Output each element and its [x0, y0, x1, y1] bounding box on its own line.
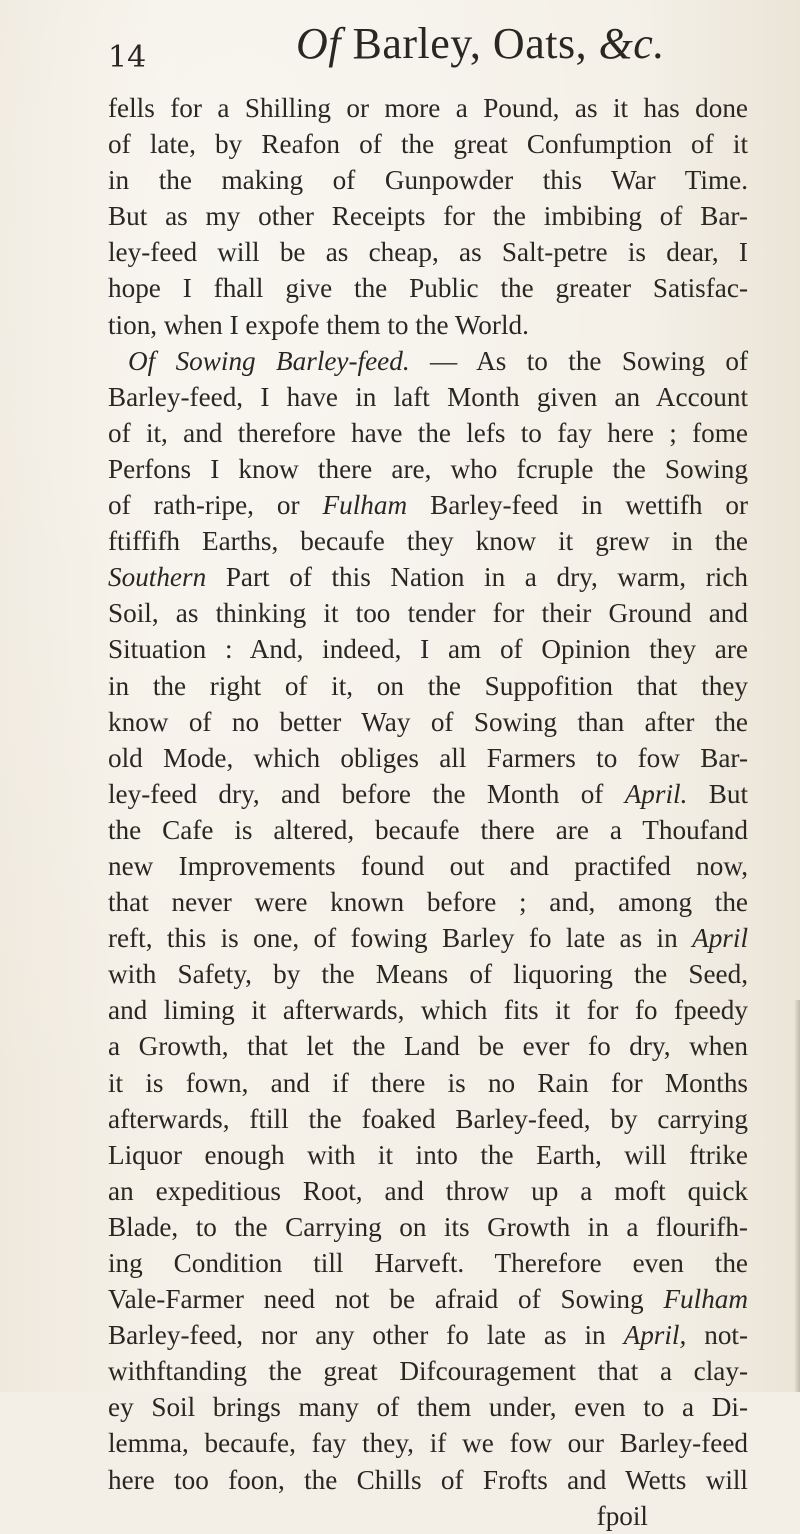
text-line: ftiffifh Earths, becaufe they know it grew in the: [108, 526, 748, 557]
body-text: [108, 90, 748, 1534]
running-head-etc: &c.: [598, 19, 665, 68]
text-line: lemma, becaufe, fay they, if we fow our Barley-feed: [108, 1428, 748, 1459]
text-line: [108, 1317, 748, 1353]
text-line: ley-feed will be as cheap, as Salt-petre is dear, I: [108, 237, 748, 268]
text-line: with Safety, by the Means of liquoring the Seed,: [108, 959, 748, 990]
text-line: Blade, to the Carrying on its Growth in a flourifh-: [108, 1211, 748, 1242]
italic-term: Fulham: [663, 1284, 749, 1315]
running-head-of: Of: [296, 19, 341, 68]
text-line: ey Soil brings many of them under, even to a Di-: [108, 1392, 748, 1423]
page-header: [108, 18, 748, 78]
text-line: new Improvements found out and practifed now,: [108, 850, 748, 881]
running-head-title: Barley, Oats,: [352, 19, 588, 68]
text-line: [108, 920, 748, 956]
text-line: afterwards, ftill the foaked Barley-feed, by carrying: [108, 1103, 748, 1134]
text-line: withftanding the great Difcouragement that a clay-: [108, 1356, 748, 1387]
text-line: old Mode, which obliges all Farmers to fow Bar-: [108, 742, 748, 773]
text-line: [108, 559, 748, 595]
text-fragment: not-: [704, 1320, 749, 1351]
text-line: in the right of it, on the Suppofition that they: [108, 670, 748, 701]
text-line: an expeditious Root, and throw up a moft quick: [108, 1175, 748, 1206]
section-heading: Of Sowing Barley-feed.: [128, 345, 410, 376]
text-line: hope I fhall give the Public the greater Satisfac-: [108, 273, 748, 304]
text-line: a Growth, that let the Land be ever fo dry, when: [108, 1031, 748, 1062]
page-edge-shadow: [794, 1000, 800, 1392]
italic-term: April,: [623, 1320, 687, 1351]
text-line: [108, 487, 748, 523]
catchword: fpoil: [596, 1500, 648, 1531]
text-line: of late, by Reafon of the great Confumption of it: [108, 129, 748, 160]
text-line: it is fown, and if there is no Rain for Months: [108, 1067, 748, 1098]
text-fragment: But: [708, 778, 749, 809]
text-line: that never were known before ; and, among the: [108, 887, 748, 918]
text-line: and liming it afterwards, which fits it for fo fpeedy: [108, 995, 748, 1026]
text-fragment: ley-feed dry, and before the Month of: [108, 778, 604, 809]
text-line: in the making of Gunpowder this War Time.: [108, 165, 748, 196]
text-fragment: reft, this is one, of fowing Barley fo late as in: [108, 923, 678, 954]
text-line: [108, 1281, 748, 1317]
text-line: [108, 776, 748, 812]
text-line: fells for a Shilling or more a Pound, as it has done: [108, 93, 748, 123]
text-fragment: Barley-feed, nor any other fo late as in: [108, 1320, 606, 1351]
italic-term: April: [692, 923, 748, 954]
section-heading-line: [108, 343, 748, 379]
italic-term: Southern: [108, 562, 207, 593]
text-line: But as my other Receipts for the imbibing of Bar-: [108, 201, 748, 232]
text-line: Situation : And, indeed, I am of Opinion they are: [108, 634, 748, 665]
text-line: tion, when I expofe them to the World.: [108, 309, 529, 340]
running-head: [296, 18, 665, 69]
text-line: Liquor enough with it into the Earth, will ftrike: [108, 1139, 748, 1170]
text-fragment: of rath-ripe, or: [108, 490, 300, 521]
text-line: of it, and therefore have the lefs to fay here ; fome: [108, 417, 748, 448]
text-line: here too foon, the Chills of Frofts and Wetts will: [108, 1464, 748, 1495]
italic-term: April.: [624, 778, 688, 809]
text-fragment: Part of this Nation in a dry, warm, rich: [225, 562, 748, 593]
text-line: Soil, as thinking it too tender for their Ground and: [108, 598, 748, 629]
text-fragment: Vale-Farmer need not be afraid of Sowing: [108, 1284, 644, 1315]
text-line: ing Condition till Harveft. Therefore even the: [108, 1248, 748, 1278]
text-line: Barley-feed, I have in laft Month given an Account: [108, 381, 748, 412]
italic-term: Fulham: [322, 490, 408, 521]
text-line: the Cafe is altered, becaufe there are a Thoufand: [108, 814, 748, 845]
text-line: know of no better Way of Sowing than after the: [108, 706, 748, 737]
text-fragment: Barley-feed in wettifh or: [430, 490, 749, 521]
text-fragment: — As to the Sowing of: [430, 345, 749, 376]
page-number: 14: [108, 40, 147, 75]
text-line: Perfons I know there are, who fcruple the Sowing: [108, 453, 748, 484]
